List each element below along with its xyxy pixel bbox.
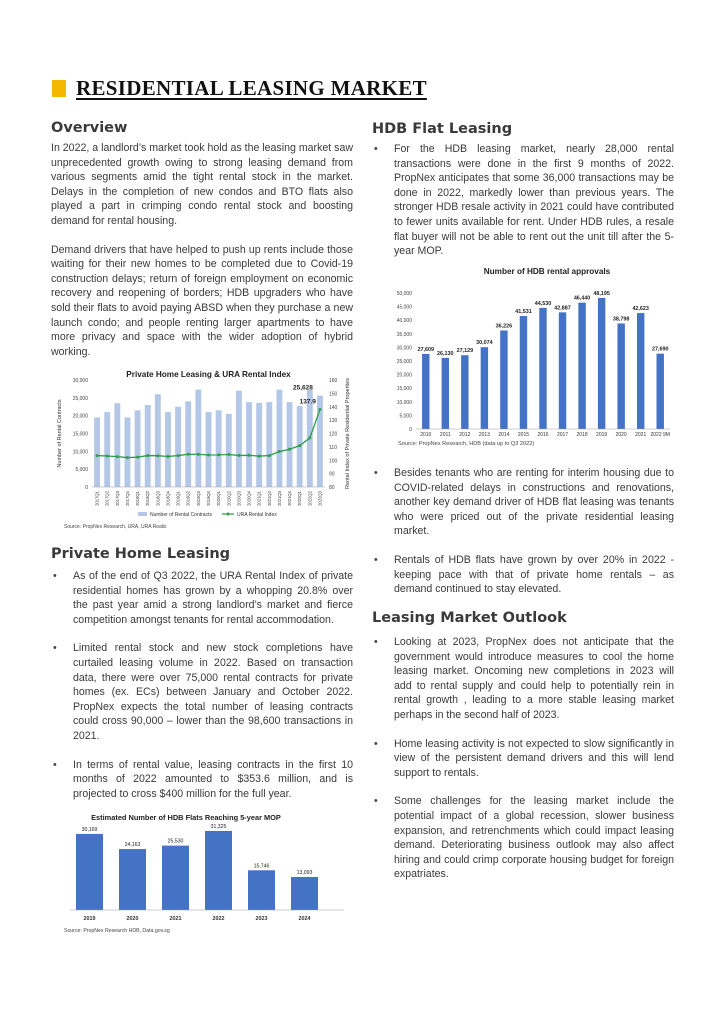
y-tick-label: 25,000: [72, 395, 88, 402]
y-tick-label: 45,000: [396, 304, 412, 311]
y-tick-label: 35,000: [396, 331, 412, 338]
data-label: 38,798: [612, 316, 630, 323]
y-tick-label: 0: [85, 485, 88, 491]
index-point: [268, 454, 271, 457]
bar: [578, 303, 585, 429]
bar: [216, 410, 222, 487]
x-tick-label: 2019: [83, 916, 96, 922]
outlook-heading: Leasing Market Outlook: [372, 610, 567, 626]
y2-tick-label: 160: [329, 378, 338, 384]
data-label: 31,325: [210, 824, 227, 830]
bar: [291, 877, 318, 910]
data-label: 36,226: [495, 323, 513, 330]
y-tick-label: 40,000: [396, 318, 412, 325]
bar: [125, 417, 131, 487]
x-tick-label: 2011: [439, 432, 451, 438]
x-tick-label: 2022Q2: [307, 491, 313, 506]
chart-title: Number of HDB rental approvals: [483, 267, 611, 276]
x-tick-label: 2015: [517, 432, 530, 438]
private-leasing-bullet: • Limited rental stock and new stock completions have curtailed leasing volume in 2022. Based on transaction data, there were over 75,000 rental contracts for private homes (ex. ECs) between January and October 2022. PropNex expects the total number of leasing contracts could cross 90,000 – lower than the 98,600 transactions in 2021.: [51, 641, 353, 743]
bar: [135, 410, 141, 487]
y-tick-label: 50,000: [396, 291, 412, 297]
y-tick-label: 5,000: [399, 413, 412, 420]
data-label: 46,440: [573, 295, 591, 302]
bar: [598, 298, 605, 429]
x-tick-label: 2020: [615, 432, 627, 438]
bar: [248, 870, 275, 910]
index-point: [156, 454, 159, 457]
y2-tick-label: 100: [329, 458, 338, 465]
data-label: 42,623: [632, 306, 649, 313]
x-tick-label: 2014: [498, 432, 510, 438]
hdb-leasing-body-top: [372, 142, 674, 273]
bar: [559, 312, 566, 429]
data-label: 15,746: [253, 863, 270, 870]
y-tick-label: 10,000: [396, 399, 412, 406]
data-label: 41,531: [515, 309, 532, 316]
bar: [246, 402, 252, 487]
bar: [276, 390, 282, 487]
x-tick-label: 2018: [576, 432, 588, 438]
index-point: [258, 455, 261, 458]
y-tick-label: 15,000: [72, 431, 88, 438]
outlook-bullet: • Some challenges for the leasing market include the potential impact of a global recession, slower business expansion, and retrenchments which could impact leasing demand. Deteriorating business outlook may also affect hiring and could crimp corporate housing budget for foreign expatriates.: [372, 794, 674, 882]
index-point: [308, 436, 311, 439]
bar: [226, 414, 232, 487]
chart-source: Source: PropNex Research, URA, URA Realis: [64, 524, 167, 530]
x-tick-label: 2018Q4: [165, 491, 171, 506]
hdb-leasing-heading: HDB Flat Leasing: [372, 121, 513, 137]
x-tick-label: 2019Q3: [195, 491, 201, 506]
x-tick-label: 2012: [459, 432, 471, 438]
data-label: 42,887: [554, 305, 571, 312]
x-tick-label: 2017: [556, 432, 569, 438]
data-label: 27,609: [417, 346, 435, 353]
index-point: [146, 454, 149, 457]
index-point: [318, 408, 321, 411]
x-tick-label: 2019Q4: [206, 491, 211, 506]
data-label: 48,195: [593, 290, 610, 297]
y2-tick-label: 140: [329, 404, 338, 411]
chart-source: Source: PropNex Research, HDB (data up to Q3 2022): [398, 441, 535, 447]
data-label: 24,163: [124, 842, 141, 849]
bar: [145, 405, 151, 487]
bar: [114, 403, 120, 487]
index-point: [126, 456, 129, 459]
bar: [165, 412, 171, 487]
y-tick-label: 30,000: [72, 378, 88, 384]
index-point: [217, 453, 220, 456]
index-point: [288, 448, 291, 451]
hdb-approvals-chart-svg: [372, 263, 677, 453]
x-tick-label: 2020Q4: [246, 491, 252, 506]
x-tick-label: 2021: [169, 916, 182, 922]
x-tick-label: 2022 9M: [650, 432, 670, 438]
x-tick-label: 2022: [212, 916, 225, 922]
outlook-bullet: • Home leasing activity is not expected to slow significantly in view of the persistent demand drivers and this will lend support to rentals.: [372, 737, 674, 781]
private-leasing-bullet: • In terms of rental value, leasing contracts in the first 10 months of 2022 amounted to $353.6 million, and is projected to cross $400 million for the full year.: [51, 758, 353, 802]
data-label: 27,690: [651, 346, 669, 353]
private-leasing-body: [51, 569, 353, 815]
index-point: [207, 454, 210, 457]
index-point: [227, 453, 230, 456]
x-tick-label: 2019: [596, 432, 608, 438]
y-tick-label: 20,000: [72, 413, 88, 420]
legend-label: Number of Rental Contracts: [150, 512, 212, 518]
data-label: 26,130: [437, 350, 454, 357]
hdb-leasing-bullet: • Besides tenants who are renting for interim housing due to COVID-related delays in constructions and renovations, another key demand driver of HDB flat leasing was tenants who were priced out of the private residential leasing market.: [372, 466, 674, 539]
index-point: [106, 454, 109, 457]
index-point: [177, 454, 180, 457]
x-tick-label: 2020Q3: [236, 491, 242, 506]
data-label: 25,530: [167, 838, 184, 845]
x-tick-label: 2019Q2: [185, 491, 191, 506]
bar: [266, 402, 272, 487]
index-point: [248, 454, 251, 457]
index-point: [96, 454, 99, 457]
hdb-leasing-bullet: • Rentals of HDB flats have grown by over 20% in 2022 - keeping pace with that of private home rentals – as demand continued to stay elevated.: [372, 553, 674, 597]
data-label: 44,530: [534, 300, 552, 307]
bar: [94, 417, 100, 487]
index-point: [136, 456, 139, 459]
bar: [205, 831, 232, 910]
x-tick-label: 2018Q1: [135, 491, 141, 506]
private-leasing-bullet: • As of the end of Q3 2022, the URA Rental Index of private residential homes has grown by a whopping 20.8% over the past year amid a strong landlord’s market and fierce competition amongst tenants for rental accommodation.: [51, 569, 353, 627]
index-point: [298, 444, 301, 447]
y2-axis-label: Rental Index of Private Residential Properties: [345, 378, 351, 489]
bar: [287, 402, 293, 487]
overview-heading: Overview: [51, 120, 128, 136]
y2-tick-label: 80: [329, 485, 335, 491]
x-tick-label: 2016: [537, 432, 549, 438]
bar: [206, 412, 212, 487]
title-accent-bar: [52, 80, 66, 97]
data-label: 137.9: [299, 398, 316, 406]
bar: [520, 316, 527, 429]
index-point: [237, 454, 240, 457]
index-point: [116, 455, 119, 458]
chart-title: Private Home Leasing & URA Rental Index: [126, 370, 291, 379]
x-tick-label: 2017Q2: [104, 491, 110, 506]
legend-swatch: [138, 512, 147, 516]
index-point: [197, 453, 200, 456]
mop-chart: [60, 808, 350, 936]
x-tick-label: 2018Q3: [155, 491, 161, 506]
bar: [442, 358, 449, 429]
y2-tick-label: 90: [329, 471, 335, 478]
y-tick-label: 25,000: [396, 359, 412, 365]
outlook-bullet: • Looking at 2023, PropNex does not anticipate that the government would introduce measures to cool the home leasing market. Oncoming new completions in 2023 will add to rental supply and could help to potentially rein in rental growth , leading to a more stable leasing market perhaps in the second half of 2023.: [372, 635, 674, 723]
x-tick-label: 2010: [420, 432, 432, 438]
x-tick-label: 2021Q3: [276, 491, 282, 506]
legend-swatch: [227, 513, 230, 516]
data-label: 13,093: [296, 869, 313, 876]
y2-tick-label: 110: [329, 444, 337, 451]
data-label: 30,169: [81, 826, 98, 833]
bar: [500, 330, 507, 429]
x-tick-label: 2019Q1: [175, 491, 181, 506]
index-point: [278, 450, 281, 453]
bar: [657, 354, 664, 429]
private-leasing-chart-svg: [50, 364, 355, 534]
bar: [76, 834, 103, 910]
private-leasing-heading: Private Home Leasing: [51, 546, 231, 562]
x-tick-label: 2018Q2: [145, 491, 151, 506]
chart-source: Source: PropNex Research HDB, Data.gov.sg: [64, 928, 170, 934]
index-point: [187, 453, 190, 456]
mop-chart-svg: [60, 808, 350, 936]
x-tick-label: 2022Q3: [317, 491, 323, 506]
bar: [162, 846, 189, 910]
x-tick-label: 2021Q2: [266, 491, 272, 506]
data-label: 30,074: [476, 340, 493, 347]
x-tick-label: 2021Q4: [287, 491, 293, 506]
chart-title: Estimated Number of HDB Flats Reaching 5-year MOP: [91, 813, 281, 822]
bar: [637, 313, 644, 429]
hdb-leasing-body-bottom: [372, 466, 674, 611]
y2-tick-label: 130: [329, 418, 338, 425]
y-tick-label: 5,000: [75, 467, 88, 474]
x-tick-label: 2017Q3: [114, 491, 120, 506]
x-tick-label: 2022Q1: [297, 491, 303, 506]
x-tick-label: 2024: [298, 916, 311, 922]
bar: [119, 849, 146, 910]
outlook-body: [372, 635, 674, 896]
overview-body: [51, 141, 353, 359]
overview-paragraph: Demand drivers that have helped to push up rents include those waiting for their new homes to be completed due to Covid-19 construction delays; return of foreign employment on economic recovery and reopening of borders; HDB upgraders who have sold their flats to avoid paying ABSD when they purchase a new launch condo; and people renting larger apartments to have more privacy and space with the wider adoption of hybrid working.: [51, 243, 353, 358]
x-tick-label: 2023: [255, 916, 268, 922]
x-tick-label: 2021Q1: [256, 491, 262, 506]
bar: [461, 355, 468, 429]
bar: [236, 391, 242, 487]
bar: [481, 347, 488, 429]
index-point: [166, 455, 169, 458]
bar: [617, 323, 624, 429]
x-tick-label: 2020Q1: [216, 491, 222, 506]
y-tick-label: 10,000: [72, 449, 88, 456]
y2-tick-label: 120: [329, 431, 338, 438]
page-title: RESIDENTIAL LEASING MARKET: [76, 76, 427, 100]
bar: [539, 308, 546, 429]
bar: [195, 390, 201, 487]
x-tick-label: 2020Q2: [226, 491, 232, 506]
bar: [422, 354, 429, 429]
bar: [185, 401, 191, 487]
y-tick-label: 20,000: [396, 372, 412, 379]
y2-tick-label: 150: [329, 391, 338, 398]
bar: [104, 412, 110, 487]
x-tick-label: 2013: [478, 432, 490, 438]
data-label: 25,628: [292, 384, 313, 392]
y-tick-label: 15,000: [396, 386, 412, 393]
x-tick-label: 2017Q4: [124, 491, 130, 506]
private-leasing-chart: [50, 364, 355, 534]
y-tick-label: 30,000: [396, 345, 412, 352]
legend-label: URA Rental Index: [237, 512, 277, 518]
hdb-leasing-bullet: • For the HDB leasing market, nearly 28,000 rental transactions were done in the first 9 months of 2022. PropNex anticipates that some 36,000 transactions may be done in 2022, markedly lower than previous years. The stronger HDB resale activity in 2021 could have contributed to fewer units available for rent. Under HDB rules, a resale flat buyer will not be able to rent out the unit till after the 5-year MOP.: [372, 142, 674, 259]
bar: [175, 407, 181, 487]
x-tick-label: 2021: [635, 432, 647, 438]
x-tick-label: 2017Q1: [94, 491, 100, 506]
bar: [155, 394, 161, 487]
x-tick-label: 2020: [126, 916, 139, 922]
bar: [256, 403, 262, 487]
hdb-approvals-chart: [372, 263, 677, 453]
y-tick-label: 0: [409, 427, 412, 433]
y-axis-label: Number of Rental Contracts: [57, 399, 63, 468]
data-label: 27,129: [456, 348, 474, 355]
overview-paragraph: In 2022, a landlord’s market took hold as the leasing market saw unprecedented growth owing to strong leasing demand from various segments amid the tight rental stock in the market. Delays in the completion of new condos and BTO flats also played a part in crimping condo rental stock and boosting demand for rental housing.: [51, 142, 353, 227]
